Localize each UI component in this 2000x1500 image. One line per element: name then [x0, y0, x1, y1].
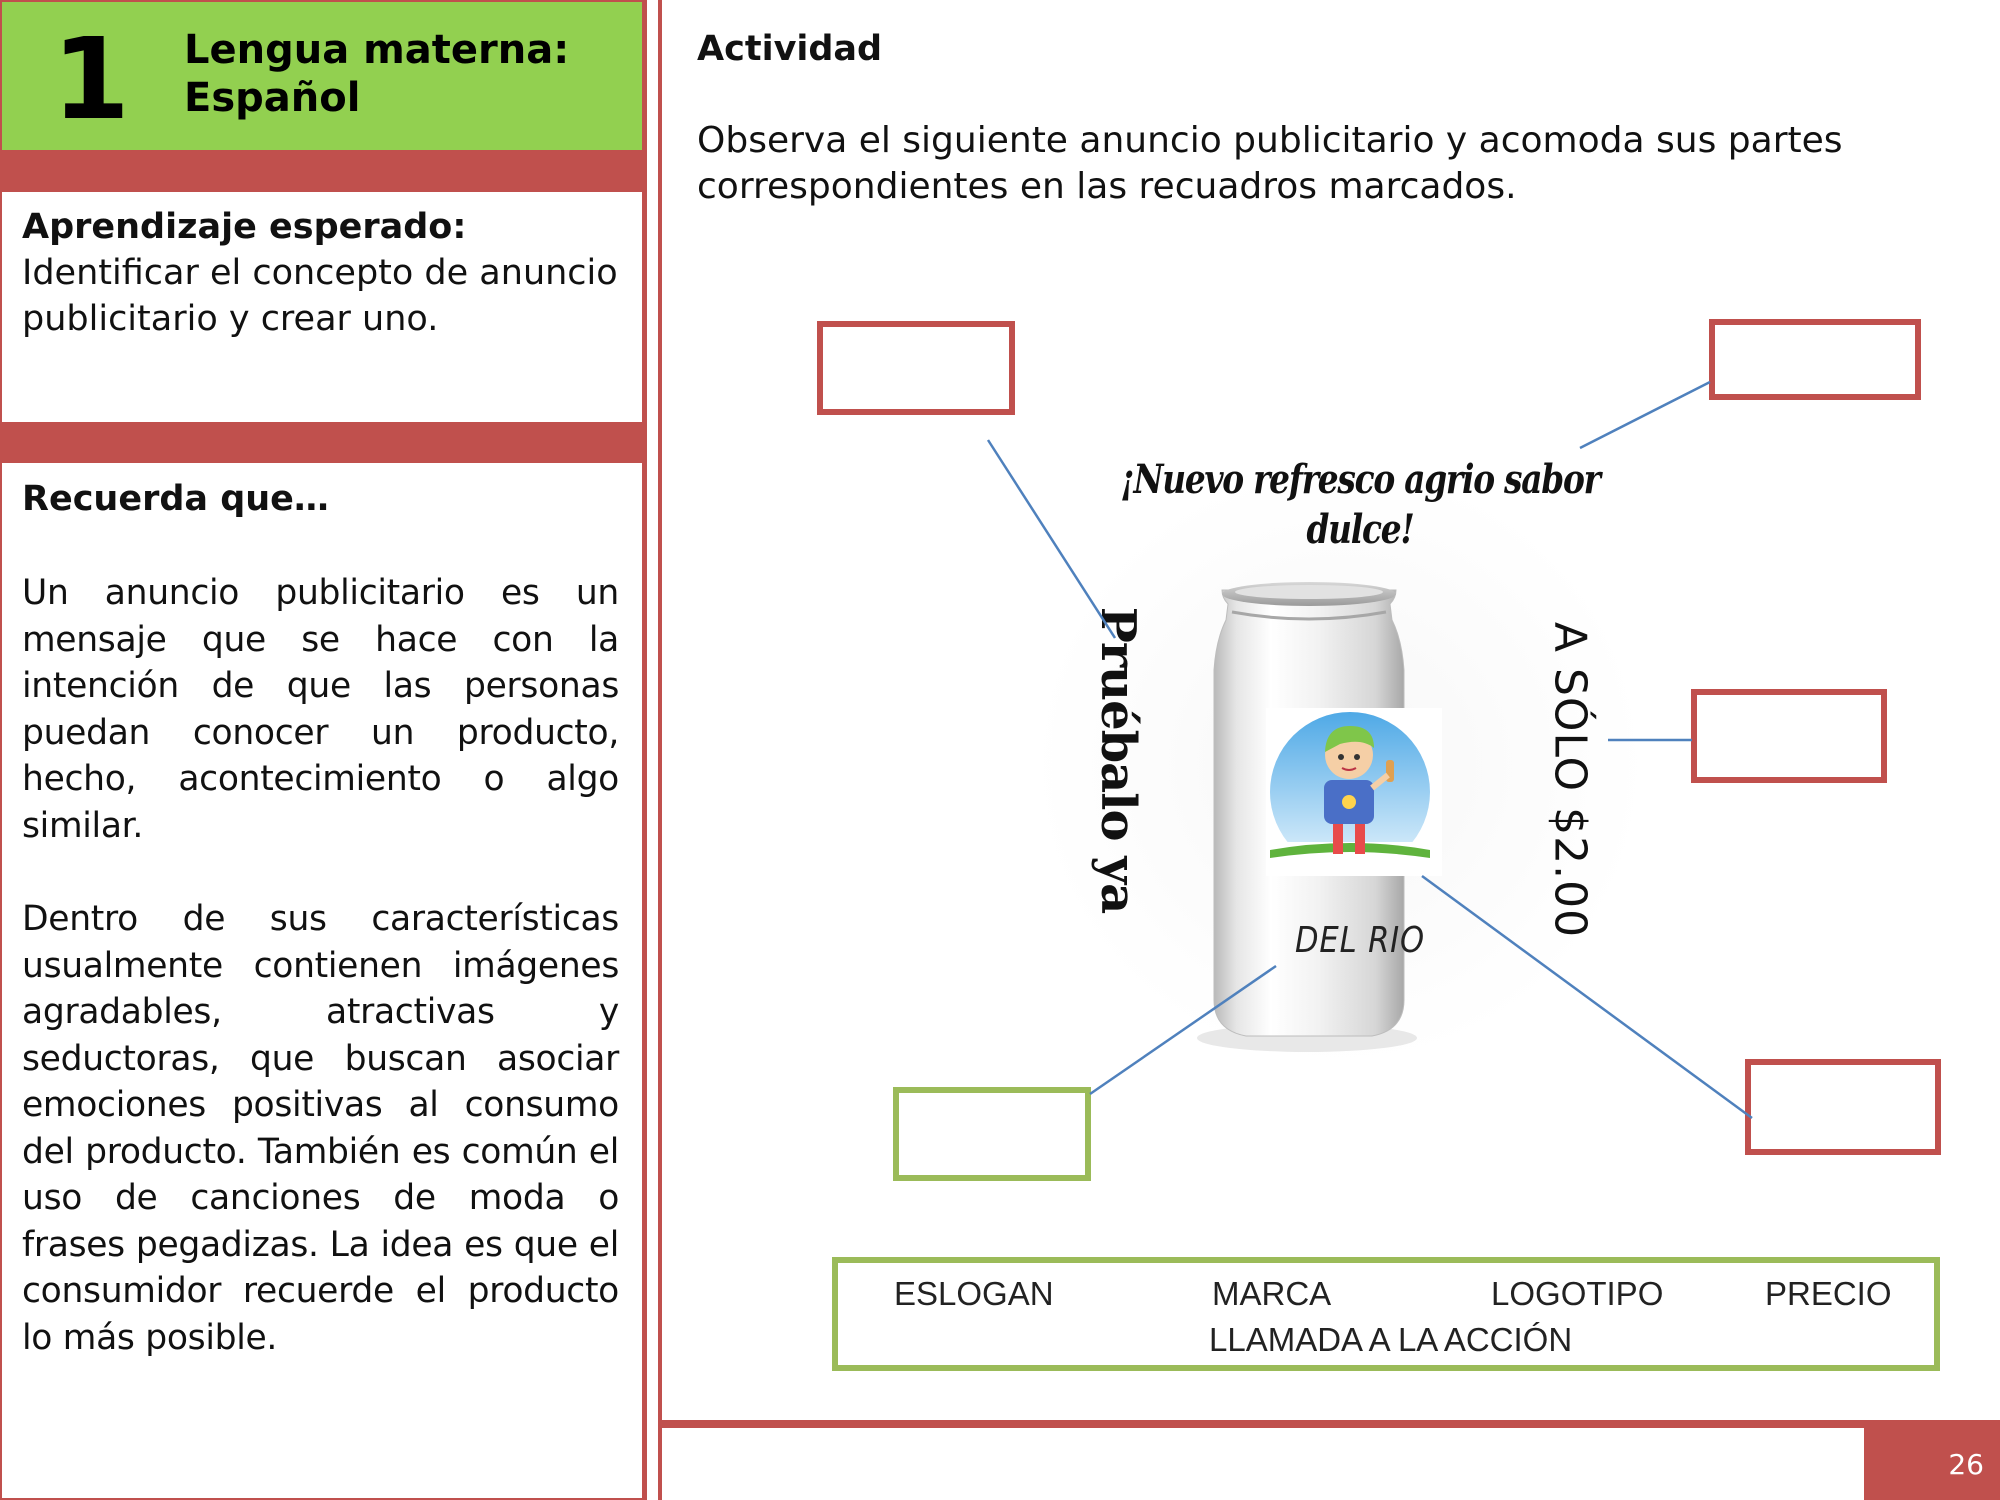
learning-heading: Aprendizaje esperado: [22, 207, 467, 247]
remember-paragraph-2: Dentro de sus características usualmente contienen imágenes agradables, atractivas y seductoras, que buscan asociar emociones positivas al consumo del producto. También es común el uso de canciones de moda o frases pegadizas. La idea es que el consumidor recuerde el producto lo más posible. [22, 899, 619, 1358]
learning-text: Identificar el concepto de anuncio publicitario y crear uno. [22, 253, 618, 339]
page-number: 26 [1948, 1447, 1984, 1481]
remember-heading: Recuerda que… [22, 479, 329, 519]
answer-box-middle-right[interactable] [1694, 692, 1884, 780]
answer-box-bottom-left[interactable] [896, 1090, 1088, 1178]
word-bank-item-llamada[interactable]: LLAMADA A LA ACCIÓN [1209, 1321, 1573, 1358]
answer-box-top-left[interactable] [820, 324, 1012, 412]
word-bank-item-precio[interactable]: PRECIO [1765, 1275, 1892, 1312]
logo-image [1266, 708, 1442, 876]
answer-box-bottom-right[interactable] [1748, 1062, 1938, 1152]
word-bank [832, 1257, 1940, 1371]
ad-call-to-action-text: Pruébalo ya [1090, 606, 1146, 914]
activity-instructions: Observa el siguiente anuncio publicitario y acomoda sus partes correspondientes en las recuadros marcados. [697, 120, 1843, 207]
unit-number: 1 [52, 15, 130, 145]
subject-title: Lengua materna: Español [184, 27, 570, 121]
activity-title: Actividad [697, 29, 883, 69]
remember-paragraph-1: Un anuncio publicitario es un mensaje que se hace con la intención de que las personas puedan conocer un producto, hecho, acontecimiento o algo similar. [22, 573, 619, 846]
ad-brand: DEL RIO [1295, 920, 1425, 961]
word-bank-item-marca[interactable]: MARCA [1212, 1275, 1332, 1312]
ad-headline: ¡Nuevo refresco agrio sabor dulce! [1120, 456, 1600, 553]
answer-box-top-right[interactable] [1712, 322, 1918, 397]
word-bank-item-eslogan[interactable]: ESLOGAN [894, 1275, 1054, 1312]
word-bank-item-logotipo[interactable]: LOGOTIPO [1491, 1275, 1664, 1312]
ad-price-text: A SÓLO $2.00 [1544, 621, 1596, 939]
